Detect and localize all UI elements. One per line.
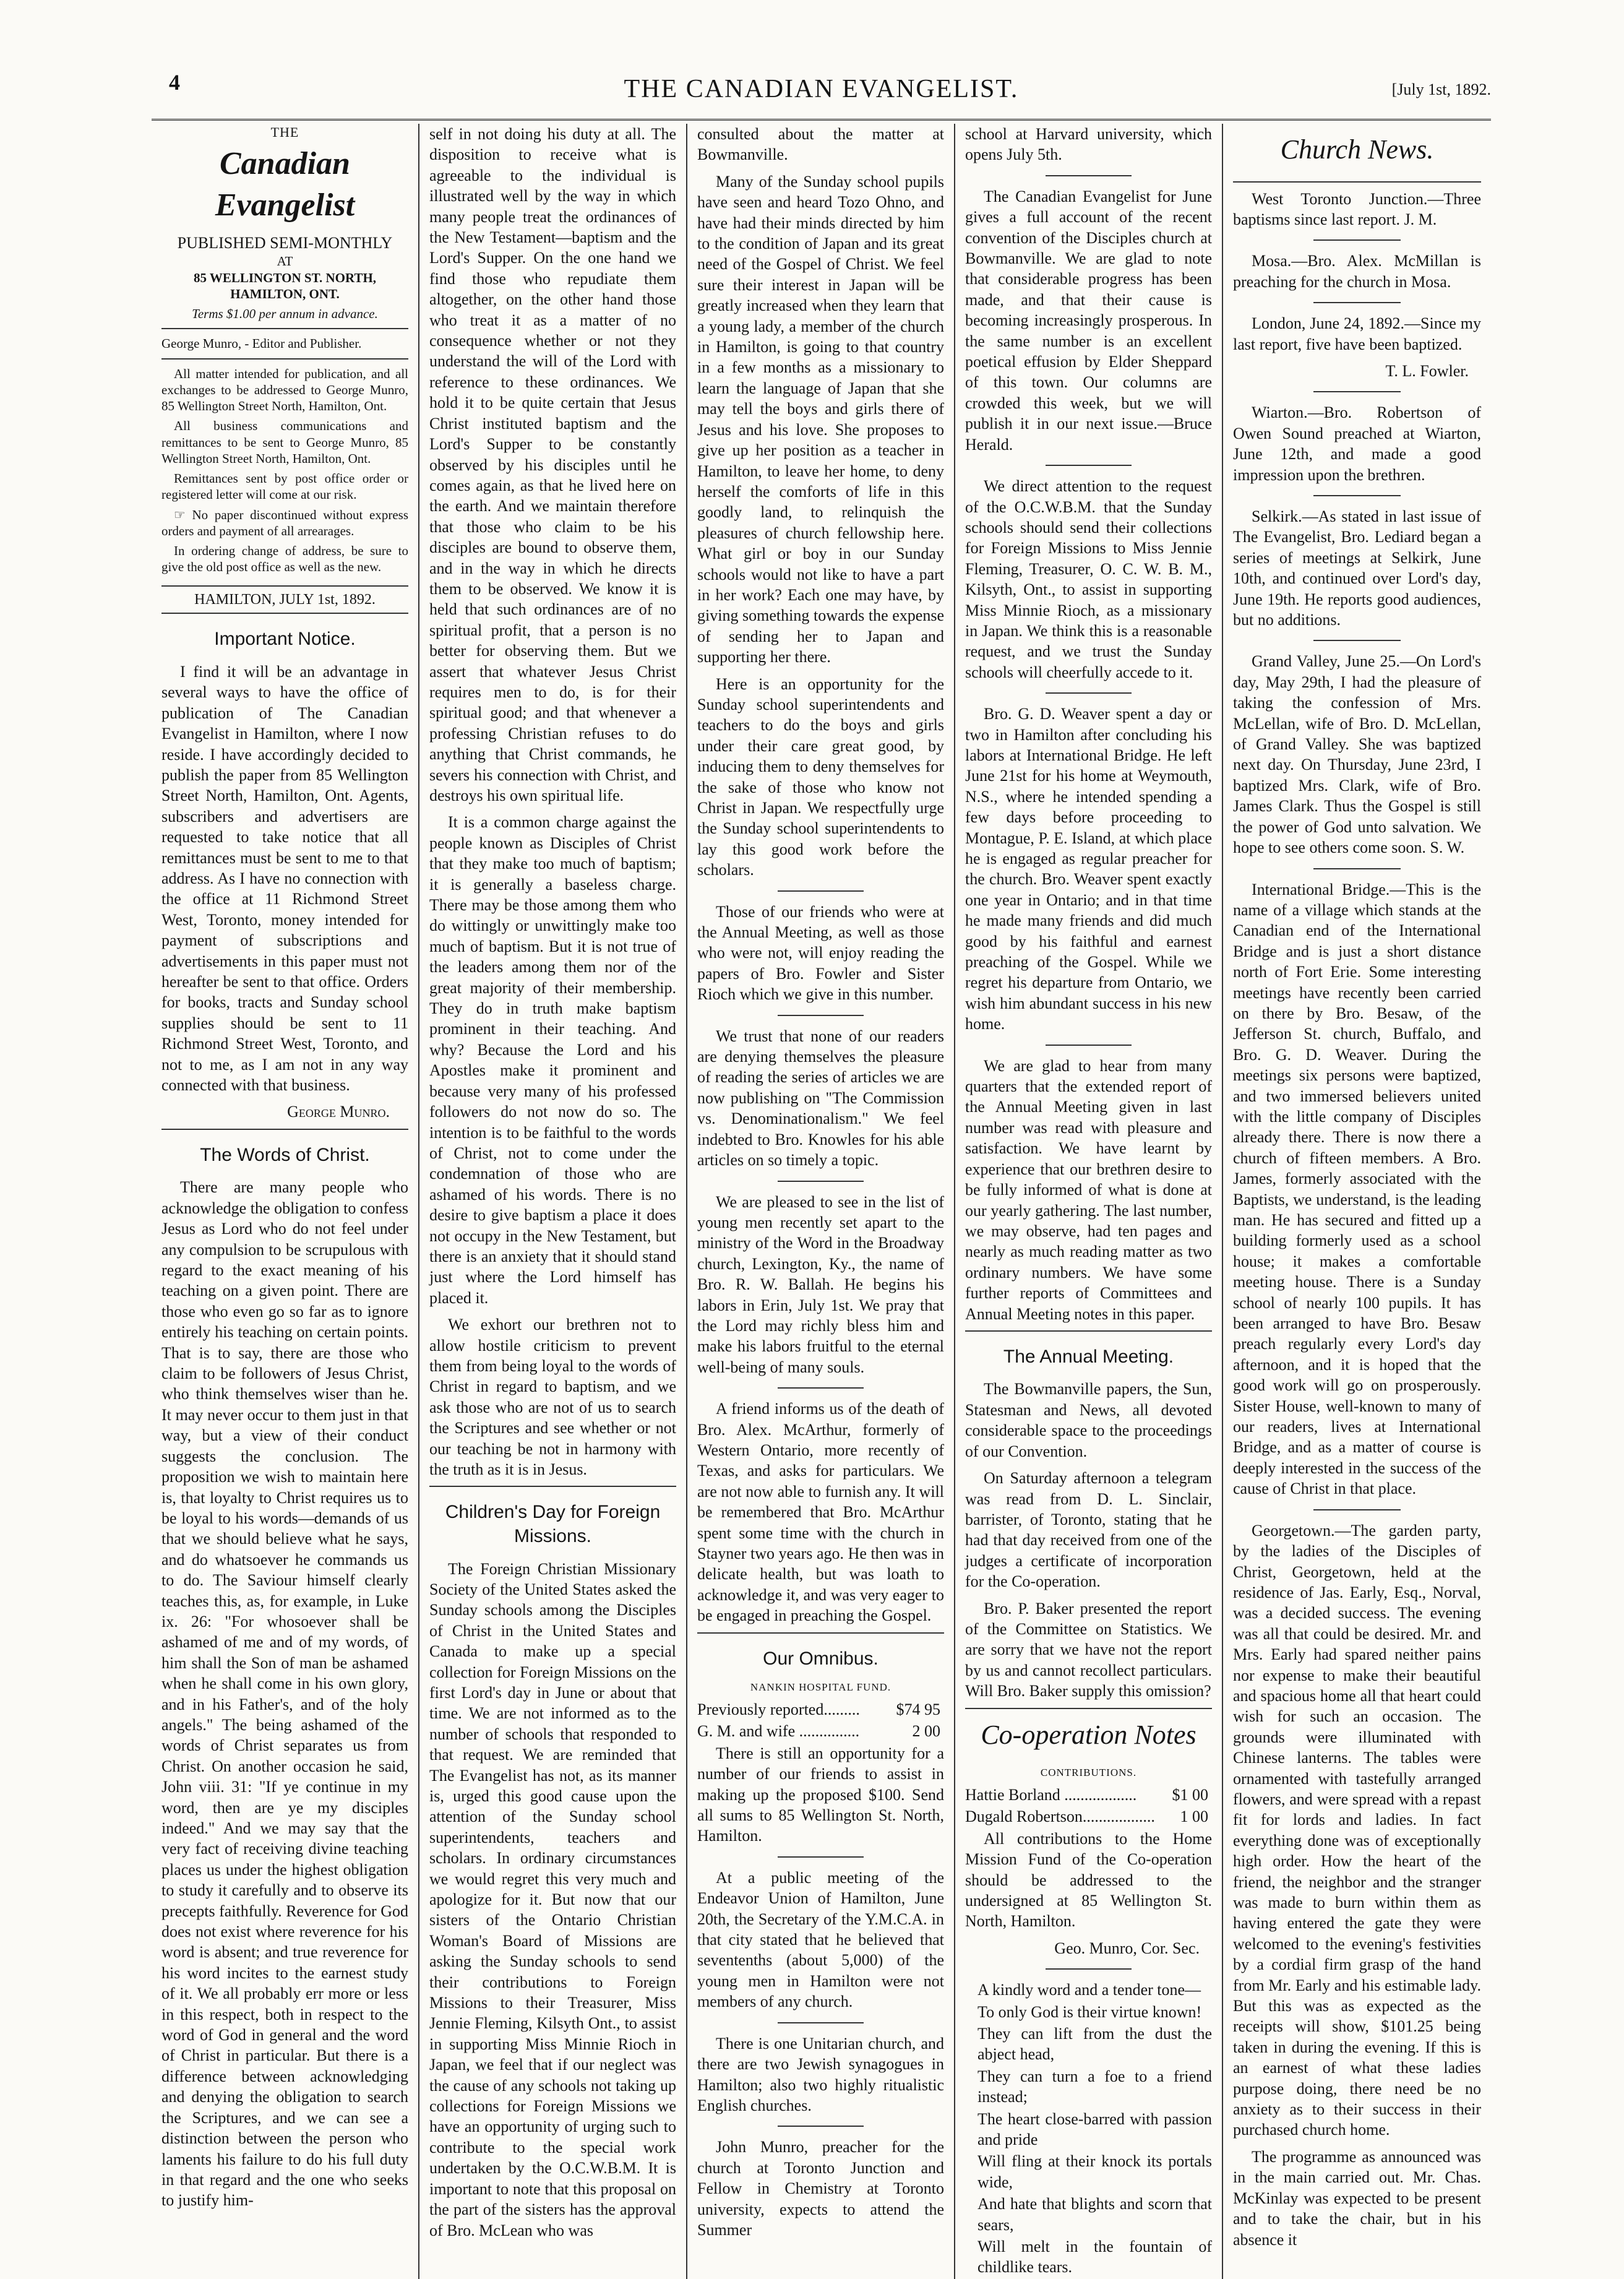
- at-label: AT: [277, 254, 293, 269]
- article-paragraph: Many of the Sunday school pupils have seen and heard Tozo Ohno, and have had their minds directed by him to the condition of Japan and its great need of the Gospel of Christ. We feel sure their interest in Japan will be greatly increased when they learn that a young lady, a member of the church in Hamilton, is going to that country in a few months as a missionary to learn the language of Japan that she may tell the boys and girls there of Jesus and his love. She proposes to give up her position as a teacher in Hamilton, to leave her home, to deny herself the comforts of life in this goodly land, to relinquish the pleasures of church fellowship here. What girl or boy in our Sunday schools would not like to have a part in her work? Each one may have, by giving something towards the expense of sending her to Japan and supporting her there.: [697, 172, 944, 666]
- masthead-the: THE: [270, 124, 299, 140]
- divider: [1046, 465, 1132, 466]
- article-paragraph: self in not doing his duty at all. The disposition to receive what is agreeable to the individual is illustrated well by the way in which many people treat the ordinances of the New Testament—baptism and the Lord's Supper. On the one hand we find those who repudiate them altogether, on the other hand those who treat it as a matter of no consequence whether or not they understand the will of the Lord with reference to these ordinances. We hold it to be quite certain that Jesus Christ instituted baptism and the Lord's Supper to be constantly observed by his disciples until he comes again, as that he lived here on the earth. And we maintain therefore that those who claim to be his disciples are bound to observe them, and in the way in which he directs them to be observed. We know it is held that such ordinances are of no spiritual profit, that a person is no better for observing them. But we assert that whatever Jesus Christ requires men to do, is for their spiritual good; and that whenever a professing Christian refuses to do anything that Christ commands, he severs his connection with Christ, and destroys his own spiritual life.: [429, 125, 676, 804]
- poem-line: The heart close-barred with passion and pride: [977, 2109, 1212, 2149]
- article-paragraph: consulted about the matter at Bowmanville.: [697, 125, 944, 164]
- divider: [1046, 692, 1132, 694]
- column-3: [687, 124, 955, 2279]
- column-4: [955, 124, 1223, 2279]
- divider: [1046, 1968, 1132, 1970]
- issue-date: [July 1st, 1892.: [1391, 80, 1491, 98]
- notice-text: All business communications and remittances to be sent to George Munro, 85 Wellington Street North, Hamilton, Ont.: [161, 418, 408, 466]
- news-item: Georgetown.—The garden party, by the ladies of the Disciples of Christ, Georgetown, held at the residence of Jas. Early, Esq., Norval, was a decided success. The evening was all that could be desired. Mr. and Mrs. Early had spared neither pains nor expense to make their beautiful and spacious home all that heart could wish for such an occasion. The grounds were illuminated with Chinese lanterns. The tables were ornamented with tastefully arranged flowers, and were spread with a repast fit for lords and ladies. In fact everything done was of exceptionally high order. How the heart of the friend, the neighbor and the stranger was made to burn within them as having entered the gate they were welcomed to the evening's festivities by a cordial firm grasp of the hand from Mr. Early and his estimable lady. But this was as expected as the receipts will show, $101.25 being taken in during the evening. If this is an earnest of what these ladies purpose doing, there need be no anxiety as to their success in their purchased church home.: [1233, 1521, 1481, 2139]
- paper-logo: Canadian Evangelist: [215, 146, 355, 223]
- article-paragraph: Those of our friends who were at the Annual Meeting, as well as those who were not, will enjoy reading the papers of Bro. Fowler and Sister Rioch which we give in this number.: [697, 902, 944, 1004]
- ledger-row: [697, 1699, 940, 1720]
- article-heading: The Annual Meeting.: [1003, 1346, 1174, 1367]
- article-paragraph: There is one Unitarian church, and there are two Jewish synagogues in Hamilton; also two highly ritualistic English churches.: [697, 2034, 944, 2114]
- notice-text: ☞ No paper discontinued without express orders and payment of all arrearages.: [161, 507, 408, 538]
- ledger-amount: 1 00: [1180, 1807, 1208, 1826]
- signature: George Munro.: [287, 1103, 390, 1121]
- divider: [778, 2126, 864, 2127]
- divider: [778, 1181, 864, 1182]
- ledger-amount: $74 95: [896, 1700, 940, 1719]
- notice-text: In ordering change of address, be sure to give the old post office as well as the new.: [161, 543, 408, 575]
- article-paragraph: We are pleased to see in the list of young men recently set apart to the ministry of the Word in the Broadway church, Lexington, Ky., the name of Bro. R. W. Ballah. He begins his labors in Erin, July 1st. We pray that the Lord may richly bless him and make his labors fruitful to the eternal well-being of many souls.: [697, 1192, 944, 1376]
- article-heading: Important Notice.: [214, 629, 356, 650]
- article-paragraph: We direct attention to the request of the O.C.W.B.M. that the Sunday schools should send their collections for Foreign Missions to Miss Jennie Fleming, Treasurer, O. C. W. B. M., Kilsyth, Ont., to assist in supporting Miss Minnie Rioch, as a missionary in Japan. We think this is a reasonable request, and we trust the Sunday schools will cheerfully accede to it.: [965, 477, 1212, 681]
- divider: [1313, 495, 1400, 496]
- news-item: Selkirk.—As stated in last issue of The Evangelist, Bro. Lediard began a series of meetings at Selkirk, June 10th, and continued over Lord's day, June 19th. He reports good audiences, but no additions.: [1233, 507, 1481, 629]
- ledger-row: [965, 1785, 1208, 1805]
- ledger-row: [697, 1721, 940, 1741]
- ledger-label: Hattie Borland ..................: [965, 1785, 1137, 1804]
- columns: [152, 124, 1491, 2277]
- divider: [778, 2022, 864, 2023]
- divider: [429, 1486, 676, 1487]
- divider: [697, 1632, 944, 1634]
- news-item: West Toronto Junction.—Three baptisms since last report. J. M.: [1233, 189, 1481, 228]
- news-item: Grand Valley, June 25.—On Lord's day, May 29th, I had the pleasure of taking the confession of Mrs. McLellan, wife of Bro. D. McLellan, of Grand Valley. She was baptized next day. On Thursday, June 23rd, I baptized Mrs. Clark, wife of Bro. James Clark. Thus the Gospel is still the power of God unto salvation. We hope to see others come soon. S. W.: [1233, 652, 1481, 857]
- ledger-amount: $1 00: [1172, 1785, 1208, 1804]
- column-2: [419, 124, 687, 2279]
- article-paragraph: We trust that none of our readers are denying themselves the pleasure of reading the series of articles we are now publishing on "The Commission vs. Denominationalism." We feel indebted to Bro. Knowles for his able articles on so timely a topic.: [697, 1027, 944, 1170]
- dateline: HAMILTON, JULY 1st, 1892.: [161, 585, 408, 614]
- ledger-label: G. M. and wife ...............: [697, 1722, 860, 1741]
- article-paragraph: John Munro, preacher for the church at Toronto Junction and Fellow in Chemistry at Toronto university, expects to attend the Summer: [697, 2138, 944, 2239]
- poem-line: A kindly word and a tender tone—: [977, 1981, 1201, 1999]
- article-heading: The Words of Christ.: [200, 1144, 370, 1165]
- article-heading: Our Omnibus.: [763, 1648, 879, 1669]
- section-heading: Church News.: [1280, 134, 1434, 165]
- news-item: International Bridge.—This is the name of a village which stands at the Canadian end of the International Bridge and is just a short distance north of Fort Erie. Some interesting meetings have recently been carried on there by Bro. Besaw, of the Jefferson St. church, Buffalo, and Bro. G. D. Weaver. During the meetings six persons were baptized, and two immersed believers united with the little company of Disciples already there. There is now there a church of fifteen members. A Bro. James, formerly associated with the Baptists, we understand, is the leading man. He has secured and fitted up a building formerly used as a school house; it makes a comfortable meeting house. There is a Sunday school of nearly 100 pupils. It has been arranged to have Bro. Besaw preach regularly every Lord's day afternoon, and it is hoped that the good work will go on prosperously. Sister House, well-known to many of our readers, lives at International Bridge, and as a matter of course is deeply interested in the success of the cause of Christ in that place.: [1233, 880, 1481, 1498]
- article-paragraph: It is a common charge against the people known as Disciples of Christ that they make too much of baptism; it is generally a baseless charge. There may be those among them who do wittingly or unwittingly make too much of baptism. But it is not true of the leaders among them nor of the great majority of their membership. They do in truth make baptism prominent in their teaching. And why? Because the Lord and his Apostles make it prominent and because very many of his professed followers do not now do so. The intention is to be faithful to the words of Christ, not to come under the condemnation of those who are ashamed of his words. There is no desire to give baptism a place it does not occupy in the New Testament, but there is an anxiety that it should stand just where the Lord himself has placed it.: [429, 813, 676, 1307]
- news-item: Wiarton.—Bro. Robertson of Owen Sound preached at Wiarton, June 12th, and made a good impression upon the brethren.: [1233, 403, 1481, 484]
- article-paragraph: On Saturday afternoon a telegram was read from D. L. Sinclair, barrister, of Toronto, stating that he had that day received from one of the judges a certificate of incorporation for the Co-operation.: [965, 1469, 1212, 1591]
- masthead: [152, 69, 1491, 121]
- signature: T. L. Fowler.: [1385, 361, 1469, 380]
- news-item: Mosa.—Bro. Alex. McMillan is preaching for the church in Mosa.: [1233, 252, 1481, 291]
- subscription-terms: Terms $1.00 per annum in advance.: [192, 306, 378, 322]
- publication-frequency: PUBLISHED SEMI-MONTHLY: [177, 233, 393, 252]
- divider: [965, 1330, 1212, 1332]
- poem-line: Will fling at their knock its portals wide,: [977, 2152, 1212, 2191]
- divider: [1313, 868, 1400, 869]
- office-address: 85 WELLINGTON ST. NORTH, HAMILTON, ONT.: [193, 270, 377, 301]
- article-paragraph: We exhort our brethren not to allow hostile criticism to prevent them from being loyal to the words of Christ in regard to baptism, and we ask those who are not of us to search the Scriptures and see whether or not our teaching be not in harmony with the truth as it is in Jesus.: [429, 1316, 676, 1478]
- page-number: 4: [169, 70, 180, 95]
- notice-text: Remittances sent by post office order or registered letter will come at our risk.: [161, 471, 408, 502]
- poem-line: Will melt in the fountain of childlike tears.: [977, 2238, 1212, 2277]
- poem-line: And hate that blights and scorn that sears,: [977, 2195, 1212, 2234]
- article-paragraph: Bro. P. Baker presented the report of the Committee on Statistics. We are sorry that we have not the report by us and cannot recollect particulars. Will Bro. Baker supply this omission?: [965, 1599, 1212, 1700]
- divider: [1313, 239, 1400, 241]
- ledger-label: Previously reported.........: [697, 1700, 860, 1719]
- article-paragraph: The Foreign Christian Missionary Society of the United States asked the Sunday schools among the Disciples of Christ in the United States and Canada to make up a special collection for Foreign Missions on the first Lord's day in June or about that time. We are not informed as to the number of schools that responded to that request. We are reminded that The Evangelist has not, as its manner is, urged this good cause upon the attention of the Sunday school superintendents, teachers and scholars. In ordinary circumstances we would regret this very much and apologize for it. But now that our sisters of the Ontario Christian Woman's Board of Missions are asking the Sunday schools to send their contributions to Foreign Missions to their Treasurer, Miss Jennie Fleming, Kilsyth Ont., to assist in supporting Miss Minnie Rioch in Japan, we feel that if our neglect was the cause of any schools not taking up collections for Foreign Missions we have an opportunity of urging such to contribute to the special work undertaken by the O.C.W.B.M. It is important to note that this proposal on the part of the sisters has the approval of Bro. McLean who was: [429, 1559, 676, 2239]
- article-paragraph: I find it will be an advantage in several ways to have the office of publication of The Canadian Evangelist in Hamilton, where I now reside. I have accordingly decided to publish the paper from 85 Wellington Street North, Hamilton, Ont. Agents, subscribers and advertisers are requested to take notice that all remittances must be sent to me to that address. As I have no connection with the office at 11 Richmond Street West, Toronto, money intended for payment of subscriptions and advertisements in this paper must not hereafter be sent to that office. Orders for books, tracts and Sunday school supplies should be sent to 11 Richmond Street West, Toronto, and not to me, as I am not in any way connected with that business.: [161, 662, 408, 1095]
- paper-title: THE CANADIAN EVANGELIST.: [624, 75, 1019, 103]
- poem-line: To only God is their virtue known!: [977, 2002, 1202, 2021]
- news-item: London, June 24, 1892.—Since my last report, five have been baptized.: [1233, 314, 1481, 353]
- article-paragraph: The Canadian Evangelist for June gives a full account of the recent convention of the Disciples church at Bowmanville. We are glad to note that considerable progress has been made, and that their cause is becoming increasingly prosperous. In the same number is an excellent poetical effusion by Elder Sheppard of this town. Our columns are crowded this week, but we will publish it in our next issue.—Bruce Herald.: [965, 187, 1212, 454]
- divider: [1046, 1045, 1132, 1046]
- contributions-title: CONTRIBUTIONS.: [1040, 1767, 1137, 1779]
- ledger-row: [965, 1806, 1208, 1827]
- divider: [1233, 181, 1481, 183]
- fund-title: NANKIN HOSPITAL FUND.: [750, 1681, 891, 1694]
- divider: [1313, 640, 1400, 641]
- notice-text: All matter intended for publication, and all exchanges to be addressed to George Munro, 85 Wellington Street North, Hamilton, Ont.: [161, 366, 408, 414]
- ledger-amount: 2 00: [912, 1722, 940, 1741]
- article-paragraph: All contributions to the Home Mission Fund of the Co-operation should be addressed to the undersigned at 85 Wellington St. North, Hamilton.: [965, 1829, 1212, 1931]
- poem-line: They can turn a foe to a friend instead;: [977, 2067, 1212, 2106]
- column-5: [1223, 124, 1491, 2279]
- news-item: The programme as announced was in the main carried out. Mr. Chas. McKinlay was expected to be present and to take the chair, but in his absence it: [1233, 2147, 1481, 2249]
- divider: [1313, 391, 1400, 392]
- divider: [965, 1708, 1212, 1709]
- divider: [1313, 302, 1400, 303]
- poem-line: They can lift from the dust the abject head,: [977, 2025, 1212, 2064]
- article-paragraph: The Bowmanville papers, the Sun, Statesman and News, all devoted considerable space to the proceedings of our Convention.: [965, 1380, 1212, 1460]
- divider: [161, 1129, 408, 1130]
- divider: [161, 328, 408, 329]
- poem: [965, 1980, 1212, 2278]
- section-heading: Co-operation Notes: [981, 1719, 1197, 1750]
- column-1: [152, 124, 419, 2279]
- signature: Geo. Munro, Cor. Sec.: [1054, 1939, 1200, 1957]
- article-paragraph: There are many people who acknowledge the obligation to confess Jesus as Lord who do not feel under any compulsion to be scrupulous with regard to the exact meaning of his teaching on a given point. There are those who even go so far as to ignore entirely his teaching on certain points. That is to say, there are those who claim to be followers of Jesus Christ, who think themselves wiser than he. It may never occur to them just in that way, but a view of their conduct suggests the conclusion. The proposition we wish to maintain here is, that loyalty to Christ requires us to be loyal to his words—demands of us that we should believe what he says, and do whatsoever he commands us to do. The Saviour himself clearly teaches this, as, for example, in Luke ix. 26: "For whosoever shall be ashamed of me and of my words, of him shall the Son of man be ashamed when he shall come in his own glory, and in his Father's, and of the holy angels." The being ashamed of the words of Christ separates us from Christ. On another occasion he said, John viii. 31: "If ye continue in my word, then are ye my disciples indeed." And we may say that the very fact of receiving divine teaching places us under the highest obligation to study it carefully and to observe its precepts faithfully. Reverence for God does not exist where reverence for his word is absent; and true reverence for his word incites to the earnest study of it. We all probably err more or less in this respect, both in respect to the word of God in general and the word of Christ in particular. But there is a difference between acknowledging and denying the obligation to search the Scriptures, and we can see a distinction between the person who laments his failure to do his full duty in that regard and the one who seeks to justify him-: [161, 1178, 408, 2210]
- divider: [778, 1387, 864, 1389]
- editor-line: George Munro, - Editor and Publisher.: [161, 336, 362, 351]
- article-paragraph: Bro. G. D. Weaver spent a day or two in Hamilton after concluding his labors at International Bridge. He left June 21st for his home at Weymouth, N.S., where he intended spending a few days before proceeding to Montague, P. E. Island, at which place he is engaged as regular preacher for the church. Bro. Weaver spent exactly one year in Ontario; and in that time he made many friends and did much good by his faithful and earnest preaching of the Gospel. While we regret his departure from Ontario, we wish him abundant success in his new home.: [965, 705, 1212, 1033]
- article-paragraph: A friend informs us of the death of Bro. Alex. McArthur, formerly of Western Ontario, more recently of Texas, and asks for particulars. We are not now able to furnish any. It will be remembered that Bro. McArthur spent some time with the church in Stayner two years ago. He then was in delicate health, but was loath to acknowledge it, and was very eager to be engaged in preaching the Gospel.: [697, 1400, 944, 1625]
- divider: [778, 1856, 864, 1858]
- divider: [1313, 1509, 1400, 1510]
- article-paragraph: There is still an opportunity for a number of our friends to assist in making up the proposed $100. Send all sums to 85 Wellington St. North, Hamilton.: [697, 1744, 944, 1845]
- article-paragraph: At a public meeting of the Endeavor Union of Hamilton, June 20th, the Secretary of the Y.M.C.A. in that city stated that he believed that seventenths (about 5,000) of the young men in Hamilton were not members of any church.: [697, 1868, 944, 2011]
- divider: [778, 890, 864, 892]
- divider: [161, 358, 408, 360]
- article-paragraph: Here is an opportunity for the Sunday school superintendents and teachers to do the boys and girls under their care great good, by inducing them to deny themselves for the sake of those who know not Christ in Japan. We respectfully urge the Sunday school superintendents to lay this good work before the scholars.: [697, 674, 944, 879]
- ledger-label: Dugald Robertson..................: [965, 1807, 1155, 1826]
- article-heading: Children's Day for Foreign Missions.: [445, 1502, 661, 1546]
- article-paragraph: We are glad to hear from many quarters that the extended report of the Annual Meeting given in last number was read with pleasure and satisfaction. We have learnt by experience that our brethren desire to be fully informed of what is done at our yearly gathering. The last number, we may observe, had ten pages and nearly as much reading matter as two ordinary numbers. We have some further reports of Committees and Annual Meeting notes in this paper.: [965, 1056, 1212, 1323]
- article-paragraph: school at Harvard university, which opens July 5th.: [965, 125, 1212, 164]
- divider: [778, 1015, 864, 1016]
- divider: [1046, 175, 1132, 176]
